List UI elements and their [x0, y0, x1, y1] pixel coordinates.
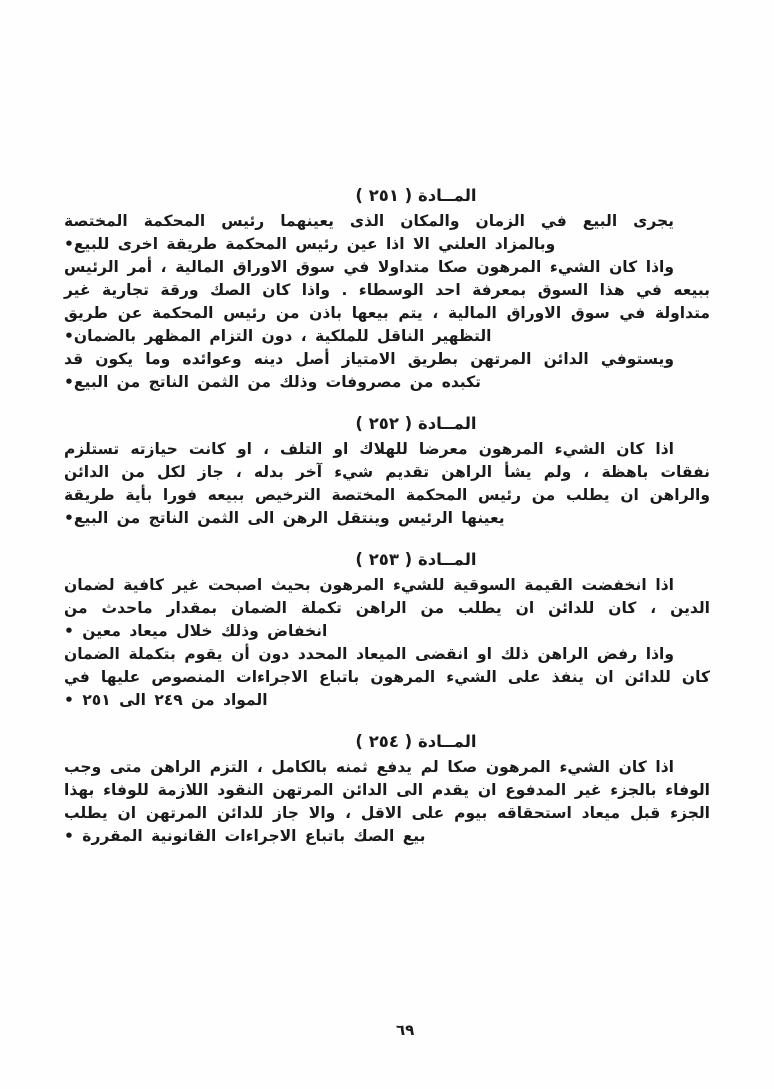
article-254-title: المــادة ( ٢٥٤ ) — [355, 732, 477, 751]
article-253 — [64, 550, 710, 712]
article-251-paragraph-1: يجرى البيع في الزمان والمكان الذى يعينهما رئيس المحكمة المختصة وبالمزاد العلني الا اذا عين رئيس المحكمة طريقة اخرى للبيع• — [64, 212, 674, 253]
article-251 — [64, 186, 710, 394]
legal-text-body — [64, 186, 710, 848]
article-252 — [64, 414, 710, 530]
article-251-paragraph-2: واذا كان الشيء المرهون صكا متداولا في سوق الاوراق المالية ، أمر الرئيس ببيعه في هذا السوق بمعرفة احد الوسطاء . واذا كان الصك ورقة تجارية غير متداولة في سوق الاوراق المالية ، يتم بيعها باذن من رئيس المحكمة عن طريق التظهير الناقل للملكية ، دون التزام المظهر بالضمان• — [64, 258, 710, 345]
article-254-paragraph-1: اذا كان الشيء المرهون صكا لم يدفع ثمنه بالكامل ، التزم الراهن متى وجب الوفاء بالجزء غير المدفوع ان يقدم الى الدائن المرتهن النقود اللازمة للوفاء بهذا الجزء قبل ميعاد استحقاقه بيوم على الاقل ، والا جاز للدائن المرتهن ان يطلب بيع الصك باتباع الاجراءات القانونية المقررة • — [64, 758, 710, 845]
article-253-paragraph-2: واذا رفض الراهن ذلك او انقضى الميعاد المحدد دون أن يقوم بتكملة الضمان كان للدائن ان ينفذ على الشيء المرهون باتباع الاجراءات المنصوص عليها في المواد من ٢٤٩ الى ٢٥١ • — [64, 645, 710, 709]
article-254 — [64, 732, 710, 848]
article-251-paragraph-3: ويستوفي الدائن المرتهن بطريق الامتياز أصل دينه وعوائده وما يكون قد تكبده من مصروفات وذلك من الثمن الناتج من البيع• — [64, 350, 674, 391]
page-number: ٦٩ — [396, 1021, 415, 1039]
article-252-title: المــادة ( ٢٥٢ ) — [355, 414, 477, 433]
article-253-paragraph-1: اذا انخفضت القيمة السوقية للشيء المرهون بحيث اصبحت غير كافية لضمان الدين ، كان للدائن ان يطلب من الراهن تكملة الضمان بمقدار ماحدث من انخفاض وذلك خلال ميعاد معين • — [64, 576, 710, 640]
article-252-paragraph-1: اذا كان الشيء المرهون معرضا للهلاك او التلف ، او كانت حيازته تستلزم نفقات باهظة ، ولم يشأ الراهن تقديم شيء آخر بدله ، جاز لكل من الدائن والراهن ان يطلب من رئيس المحكمة المختصة الترخيص ببيعه فورا بأية طريقة يعينها الرئيس وينتقل الرهن الى الثمن الناتج من البيع• — [64, 440, 710, 527]
article-251-title: المــادة ( ٢٥١ ) — [355, 186, 477, 205]
article-253-title: المــادة ( ٢٥٣ ) — [355, 550, 477, 569]
